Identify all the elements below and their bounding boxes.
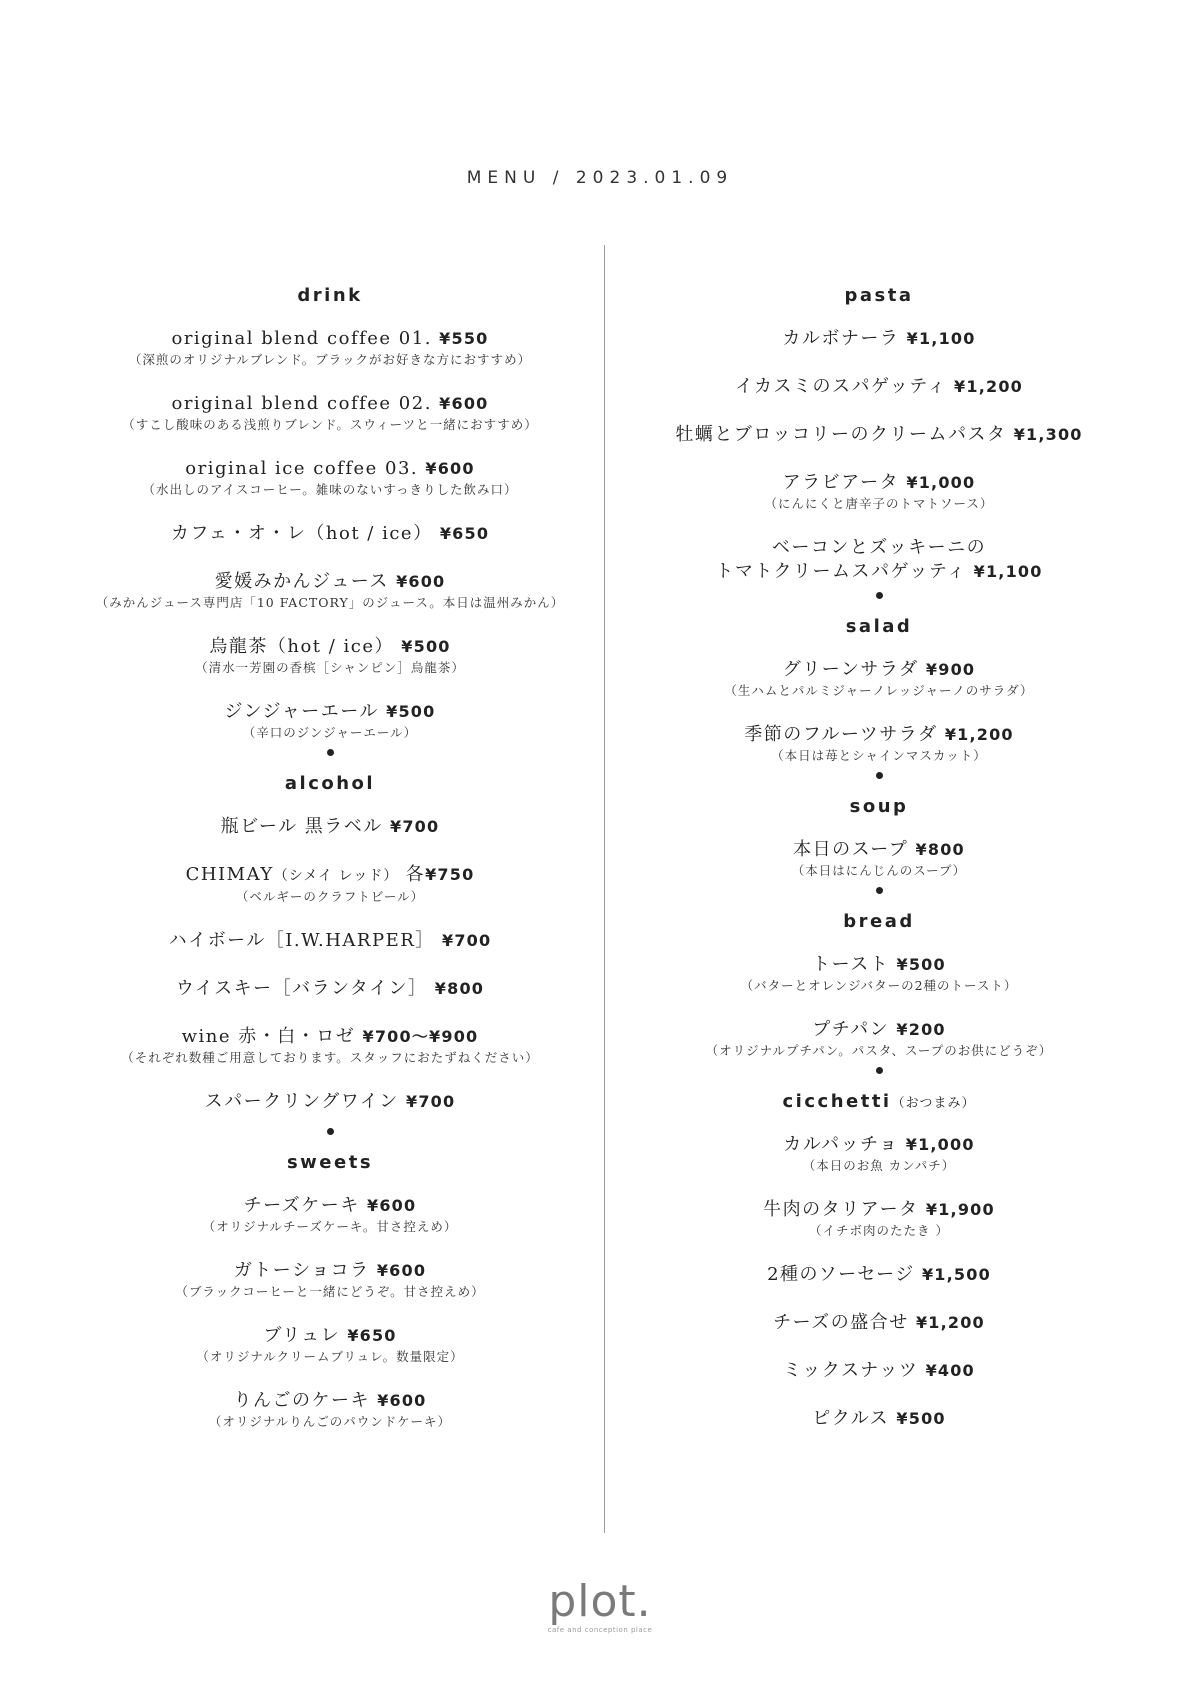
menu-item [60, 815, 600, 839]
item-price: ¥200 [896, 1020, 946, 1039]
section-title-cicchetti [609, 1088, 1149, 1116]
item-name: カルボナーラ [782, 328, 900, 349]
item-name: アラビアータ [782, 472, 900, 493]
item-price: ¥750 [425, 865, 475, 884]
item-price: ¥600 [425, 459, 475, 478]
menu-item [60, 1389, 600, 1430]
menu-item [60, 700, 600, 741]
item-price: ¥1,200 [954, 377, 1023, 396]
menu-item [609, 658, 1149, 699]
item-name: カルパッチョ [783, 1134, 899, 1155]
menu-item [609, 1133, 1149, 1174]
item-name: ハイボール［I.W.HARPER］ [168, 930, 435, 951]
menu-item [60, 457, 600, 498]
item-price: ¥1,200 [944, 725, 1014, 744]
item-note: （バターとオレンジバターの2種のトースト） [740, 978, 1018, 993]
item-price: ¥600 [377, 1391, 427, 1410]
item-note: （にんにくと唐辛子のトマトソース） [764, 496, 994, 511]
item-inline-note: （シメイ レッド） [273, 868, 399, 884]
section-separator-dot [327, 749, 334, 756]
item-name: 瓶ビール 黒ラベル [220, 816, 383, 837]
section-title-soup: soup [849, 796, 909, 817]
item-note: （生ハムとパルミジャーノレッジャーノのサラダ） [724, 683, 1034, 698]
menu-item [60, 327, 600, 368]
item-price: ¥1,500 [921, 1265, 991, 1284]
item-note: （すこし酸味のある浅煎りブレンド。スウィーツと一緒におすすめ） [122, 417, 538, 432]
item-note: （オリジナルチーズケーキ。甘さ控えめ） [202, 1219, 458, 1234]
menu-item [60, 1259, 600, 1300]
item-price: ¥700 [390, 817, 440, 836]
item-price: ¥500 [896, 955, 946, 974]
item-note: （深煎のオリジナルブレンド。ブラックがお好きな方におすすめ） [128, 352, 532, 367]
menu-item [60, 977, 600, 1001]
item-price: ¥800 [915, 840, 965, 859]
item-price: ¥1,000 [905, 1135, 975, 1154]
menu-item [609, 1359, 1149, 1383]
item-name: 烏龍茶（hot / ice） [209, 636, 395, 657]
section-separator-dot [876, 887, 883, 894]
menu-item [609, 838, 1149, 879]
item-name: 牡蠣とブロッコリーのクリームパスタ [675, 424, 1007, 445]
item-name: 2種のソーセージ [767, 1264, 915, 1285]
menu-item [60, 522, 600, 546]
item-name: スパークリングワイン [204, 1091, 399, 1112]
section-separator-dot [327, 1128, 334, 1135]
item-note: （辛口のジンジャーエール） [242, 725, 418, 740]
brand-logo [0, 1576, 1200, 1634]
menu-item [609, 953, 1149, 994]
menu-item [609, 471, 1149, 512]
item-name: チーズケーキ [243, 1195, 360, 1216]
menu-item [609, 1311, 1149, 1335]
menu-item [609, 375, 1149, 399]
item-name: トースト [812, 954, 890, 975]
item-note: （みかんジュース専門店「10 FACTORY」のジュース。本日は温州みかん） [95, 595, 565, 610]
item-note: （ベルギーのクラフトビール） [235, 889, 425, 904]
menu-item [60, 392, 600, 433]
right-column [609, 282, 1149, 1455]
item-note: （本日は苺とシャインマスカット） [771, 748, 987, 763]
item-price: ¥1,100 [906, 329, 976, 348]
item-note: （清水一芳園の香槟［シャンピン］烏龍茶） [195, 660, 465, 675]
item-name: 愛媛みかんジュース [214, 571, 389, 592]
item-note: （それぞれ数種ご用意しております。スタッフにおたずねください） [121, 1050, 539, 1065]
item-price: ¥1,300 [1013, 425, 1083, 444]
item-name: ブリュレ [263, 1325, 341, 1346]
section-separator-dot [876, 1067, 883, 1074]
item-price: ¥550 [439, 329, 489, 348]
section-separator-dot [876, 772, 883, 779]
item-name: CHIMAY [185, 864, 274, 885]
item-price: ¥700〜¥900 [362, 1027, 479, 1046]
item-price: ¥650 [439, 524, 490, 543]
item-name: original blend coffee 01. [171, 328, 432, 349]
item-price: ¥600 [376, 1261, 427, 1280]
section-separator-dot [876, 592, 883, 599]
item-note: （オリジナルクリームブリュレ。数量限定） [196, 1349, 464, 1364]
menu-item [60, 1090, 600, 1114]
item-note: （水出しのアイスコーヒー。雑味のないすっきりした飲み口） [142, 482, 518, 497]
item-name: イカスミのスパゲッティ [735, 376, 947, 397]
item-price: ¥900 [925, 660, 976, 679]
item-name: original blend coffee 02. [171, 393, 432, 414]
item-name: ジンジャーエール [224, 701, 379, 722]
item-name-line1: ベーコンとズッキーニの [771, 537, 987, 558]
item-price: ¥1,100 [973, 562, 1043, 581]
item-name: 季節のフルーツサラダ [744, 724, 938, 745]
item-price: ¥1,200 [915, 1313, 985, 1332]
section-title-text: cicchetti [782, 1091, 892, 1112]
section-title-pasta: pasta [844, 285, 914, 306]
menu-item [609, 1198, 1149, 1239]
item-price: ¥800 [434, 979, 485, 998]
menu-item [609, 327, 1149, 351]
item-name: 牛肉のタリアータ [763, 1199, 919, 1220]
menu-item [609, 723, 1149, 764]
item-name: カフェ・オ・レ（hot / ice） [170, 523, 433, 544]
menu-item [60, 1025, 600, 1066]
section-title-bread: bread [843, 911, 915, 932]
item-note: （ブラックコーヒーと一緒にどうぞ。甘さ控えめ） [175, 1284, 485, 1299]
item-name: ピクルス [812, 1408, 890, 1429]
section-title-note: （おつまみ） [891, 1096, 976, 1111]
item-price: ¥1,000 [906, 473, 976, 492]
item-name: りんごのケーキ [233, 1390, 370, 1411]
item-price: ¥500 [896, 1409, 946, 1428]
menu-item [60, 635, 600, 676]
menu-item [609, 536, 1149, 584]
item-name: プチパン [812, 1019, 890, 1040]
item-price: ¥1,900 [925, 1200, 995, 1219]
item-name: 本日のスープ [793, 839, 909, 860]
item-note: （本日はにんじんのスープ） [791, 863, 967, 878]
item-price: ¥500 [401, 637, 451, 656]
item-price: ¥500 [386, 702, 436, 721]
menu-item [609, 1407, 1149, 1431]
item-name-suffix: 各 [405, 864, 426, 885]
menu-item [60, 863, 600, 905]
section-title-alcohol: alcohol [284, 773, 376, 794]
menu-item [609, 1263, 1149, 1287]
menu-item [609, 423, 1149, 447]
menu-item [60, 929, 600, 953]
item-note: （本日のお魚 カンパチ） [802, 1158, 956, 1173]
item-note: （オリジナルりんごのパウンドケーキ） [208, 1414, 452, 1429]
item-price: ¥600 [367, 1196, 417, 1215]
logo-tagline: cafe and conception place [547, 1626, 653, 1634]
menu-item [60, 1324, 600, 1365]
item-name: ミックスナッツ [783, 1360, 919, 1381]
item-name: ウイスキー［バランタイン］ [175, 978, 428, 999]
logo-text: plot. [548, 1576, 652, 1627]
item-name: wine 赤・白・ロゼ [181, 1026, 356, 1047]
item-price: ¥600 [439, 394, 489, 413]
item-price: ¥650 [347, 1326, 397, 1345]
section-title-sweets: sweets [286, 1152, 374, 1173]
item-name: チーズの盛合せ [773, 1312, 909, 1333]
item-price: ¥700 [406, 1092, 456, 1111]
item-name: グリーンサラダ [782, 659, 919, 680]
left-column [60, 282, 600, 1454]
item-note: （オリジナルプチパン。パスタ、スープのお供にどうぞ） [705, 1043, 1053, 1058]
section-title-drink: drink [297, 285, 363, 306]
menu-item [60, 1194, 600, 1235]
column-divider [604, 245, 605, 1533]
item-name: ガトーショコラ [233, 1260, 370, 1281]
item-price: ¥600 [396, 572, 446, 591]
item-name: original ice coffee 03. [185, 458, 419, 479]
menu-item [609, 1018, 1149, 1059]
menu-header: MENU / 2023.01.09 [466, 168, 734, 188]
item-name: トマトクリームスパゲッティ [715, 561, 967, 582]
menu-item [60, 570, 600, 611]
item-price: ¥700 [442, 931, 492, 950]
section-title-salad: salad [845, 616, 913, 637]
item-price: ¥400 [925, 1361, 975, 1380]
item-note: （イチボ肉のたたき ） [809, 1223, 949, 1238]
